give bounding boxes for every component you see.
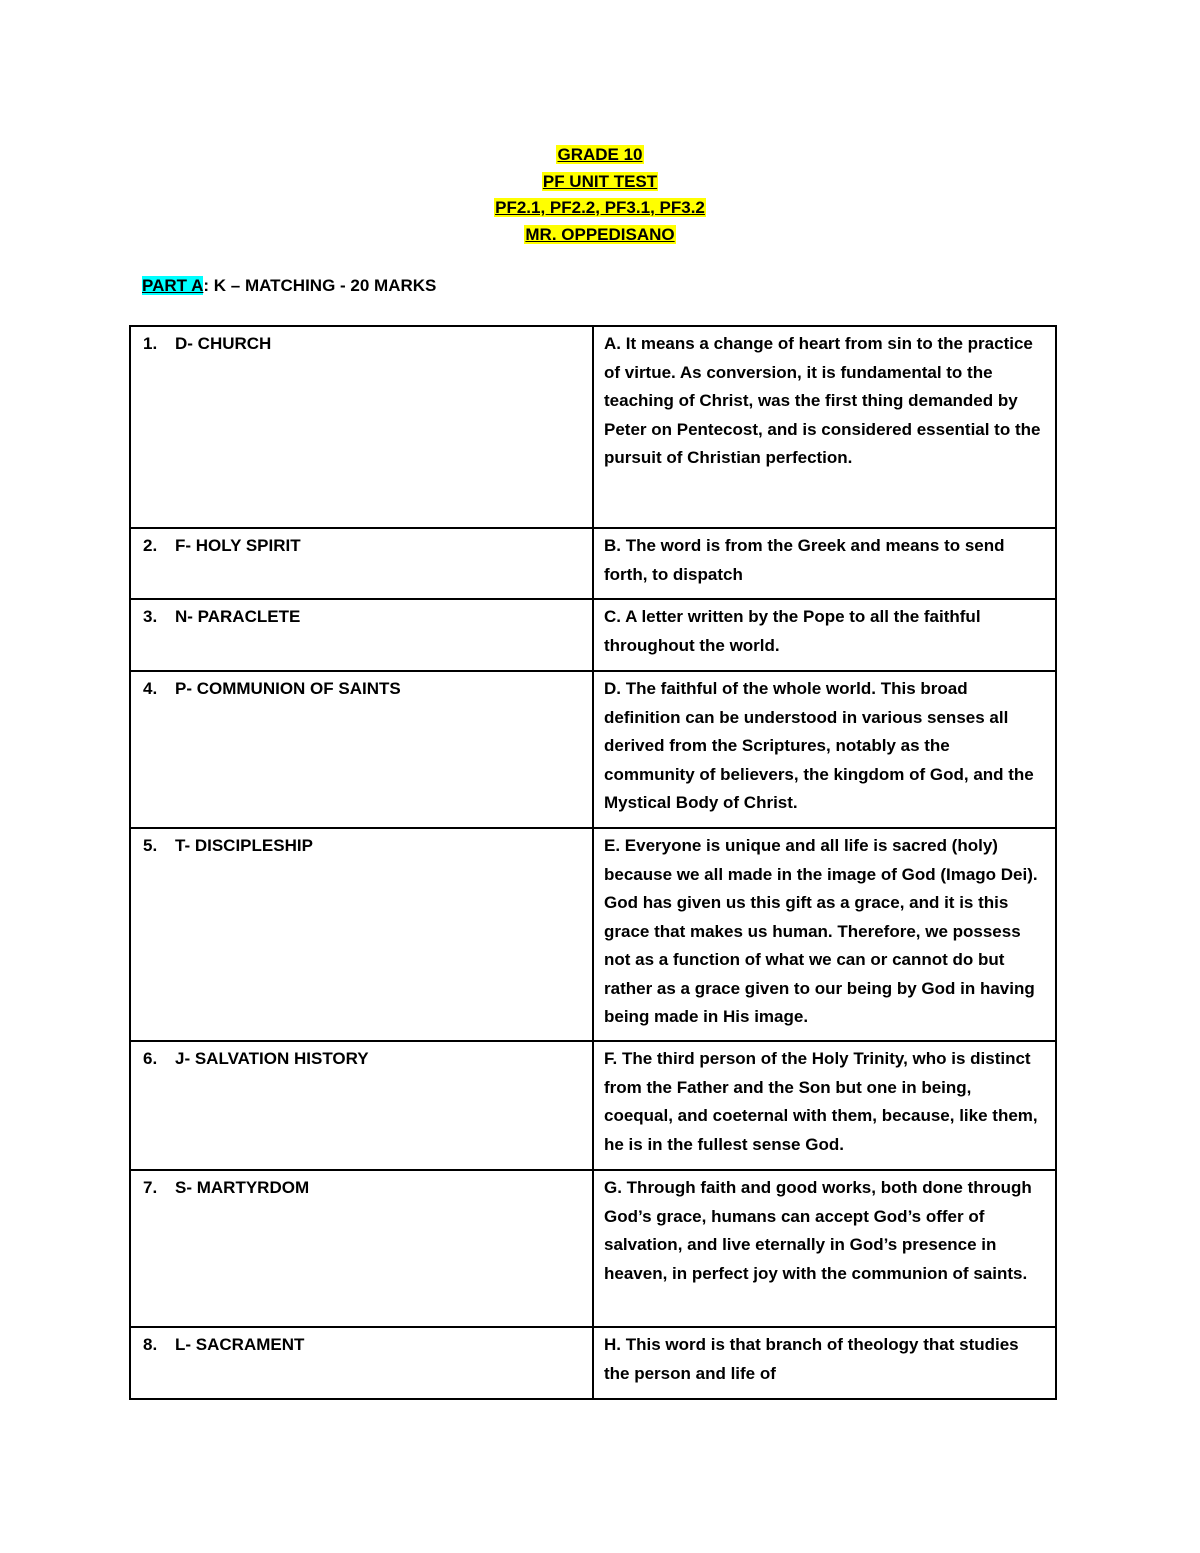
term-answer: F- HOLY SPIRIT xyxy=(175,536,301,555)
table-row xyxy=(130,528,1056,599)
item-number: 1. xyxy=(143,334,158,353)
header-test-name xyxy=(0,169,1200,196)
table-row xyxy=(130,828,1056,1041)
item-number: 2. xyxy=(143,536,158,555)
header-units-text: PF2.1, PF2.2, PF3.1, PF3.2 xyxy=(495,198,705,217)
term-answer: D- CHURCH xyxy=(175,334,272,353)
term-cell xyxy=(130,828,593,1041)
definition-cell xyxy=(593,1327,1056,1399)
item-number: 5. xyxy=(143,836,158,855)
definition-text: E. Everyone is unique and all life is sacred (holy) because we all made in the image of God (Imago Dei). God has given us this gift as a grace, and it is this grace that makes us human. Therefore, we possess not as a function of what we can or cannot do but rather as a grace given to our being by God in having being made in His image. xyxy=(604,836,1038,1026)
table-row xyxy=(130,1327,1056,1399)
header-units xyxy=(0,195,1200,222)
term-cell xyxy=(130,671,593,828)
term-cell xyxy=(130,528,593,599)
term-answer: N- PARACLETE xyxy=(175,607,301,626)
header-teacher-text: MR. OPPEDISANO xyxy=(525,224,675,244)
definition-cell xyxy=(593,1041,1056,1170)
term-answer: J- SALVATION HISTORY xyxy=(175,1049,369,1068)
section-title xyxy=(142,276,436,296)
header-test-name-text: PF UNIT TEST xyxy=(542,171,658,191)
matching-table xyxy=(129,325,1057,1400)
matching-table-body xyxy=(130,326,1056,1399)
term-cell xyxy=(130,326,593,528)
term-answer: P- COMMUNION OF SAINTS xyxy=(175,679,401,698)
item-number: 6. xyxy=(143,1049,158,1068)
header-teacher xyxy=(0,222,1200,249)
definition-cell xyxy=(593,828,1056,1041)
term-cell xyxy=(130,599,593,671)
header-grade xyxy=(0,142,1200,169)
term-answer: S- MARTYRDOM xyxy=(175,1178,310,1197)
term-cell xyxy=(130,1170,593,1327)
definition-cell xyxy=(593,1170,1056,1327)
definition-text: F. The third person of the Holy Trinity, who is distinct from the Father and the Son but one in being, coequal, and coeternal with them, because, like them, he is in the fullest sense God. xyxy=(604,1049,1038,1154)
term-answer: T- DISCIPLESHIP xyxy=(175,836,313,855)
table-row xyxy=(130,326,1056,528)
item-number: 3. xyxy=(143,607,158,626)
table-row xyxy=(130,599,1056,671)
document-header xyxy=(0,142,1200,248)
table-row xyxy=(130,671,1056,828)
term-answer: L- SACRAMENT xyxy=(175,1335,305,1354)
definition-cell xyxy=(593,599,1056,671)
part-label: PART A xyxy=(142,276,204,295)
definition-cell xyxy=(593,671,1056,828)
table-row xyxy=(130,1041,1056,1170)
item-number: 4. xyxy=(143,679,158,698)
definition-text: H. This word is that branch of theology that studies the person and life of xyxy=(604,1335,1019,1383)
table-row xyxy=(130,1170,1056,1327)
definition-text: G. Through faith and good works, both done through God’s grace, humans can accept God’s offer of salvation, and live eternally in God’s presence in heaven, in perfect joy with the communion of saints. xyxy=(604,1178,1032,1283)
term-cell xyxy=(130,1327,593,1399)
definition-text: A. It means a change of heart from sin to the practice of virtue. As conversion, it is fundamental to the teaching of Christ, was the first thing demanded by Peter on Pentecost, and is considered essential to the pursuit of Christian perfection. xyxy=(604,334,1041,467)
item-number: 7. xyxy=(143,1178,158,1197)
definition-text: C. A letter written by the Pope to all the faithful throughout the world. xyxy=(604,607,981,655)
item-number: 8. xyxy=(143,1335,158,1354)
definition-text: D. The faithful of the whole world. This broad definition can be understood in various senses all derived from the Scriptures, notably as the community of believers, the kingdom of God, and the Mystical Body of Christ. xyxy=(604,679,1034,812)
header-grade-text: GRADE 10 xyxy=(557,145,643,164)
definition-cell xyxy=(593,528,1056,599)
definition-text: B. The word is from the Greek and means to send forth, to dispatch xyxy=(604,536,1005,584)
section-description: : K – MATCHING - 20 MARKS xyxy=(203,276,437,295)
definition-cell xyxy=(593,326,1056,528)
term-cell xyxy=(130,1041,593,1170)
